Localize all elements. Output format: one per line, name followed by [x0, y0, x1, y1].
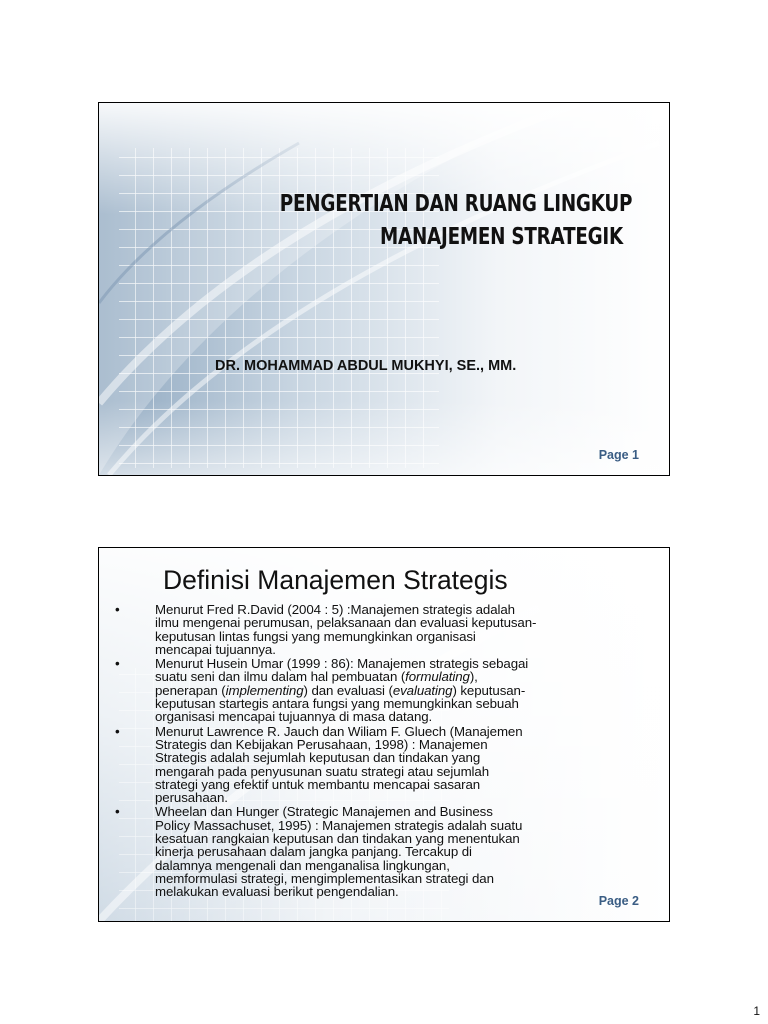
slide-background-art — [99, 103, 669, 475]
definition-line: keputusan startegis antara fungsi yang memungkinkan sebuah — [155, 696, 519, 712]
slide-1-title-line-1: PENGERTIAN DAN RUANG LINGKUP — [279, 189, 633, 217]
text-run: penerapan ( — [155, 682, 226, 698]
bullet-icon: • — [115, 602, 120, 617]
text-run: ), — [469, 669, 478, 685]
bullet-icon: • — [115, 723, 120, 739]
definition-line: Policy Massachuset, 1995) : Manajemen strategis adalah suatu — [155, 817, 523, 833]
definition-line: Menurut Husein Umar (1999 : 86): Manajemen strategis sebagai — [155, 656, 529, 672]
definition-line: keputusan lintas fungsi yang memungkinkan organisasi — [155, 628, 476, 644]
page-number: 1 — [753, 1004, 760, 1018]
slide-1-title-line-2: MANAJEMEN STRATEGIK — [379, 222, 623, 250]
definition-line: organisasi mencapai tujuannya di masa datang. — [155, 709, 433, 725]
definition-line: kinerja perusahaan dalam jangka panjang. Tercakup di — [155, 844, 472, 860]
text-run: ) keputusan- — [452, 682, 526, 698]
text-run: suatu seni dan ilmu dalam hal pembuatan ( — [155, 669, 406, 685]
definition-line: Menurut Lawrence R. Jauch dan Wiliam F. Gluech (Manajemen — [155, 723, 523, 739]
bullet-icon: • — [115, 656, 120, 672]
definition-line: dalamnya mengenali dan menganalisa lingkungan, — [155, 857, 450, 873]
definition-line: melakukan evaluasi berikut pengendalian. — [155, 884, 399, 900]
definition-line: mengarah pada penyusunan suatu strategi atau sejumlah — [155, 763, 490, 779]
slide-2 — [98, 547, 670, 922]
slide-1-author: DR. MOHAMMAD ABDUL MUKHYI, SE., MM. — [215, 358, 517, 374]
definition-item — [115, 725, 645, 805]
definition-line: Menurut Fred R.David (2004 : 5) :Manajemen strategis adalah — [155, 602, 515, 617]
slide-2-title: Definisi Manajemen Strategis — [163, 565, 508, 595]
emphasis-text: evaluating — [392, 682, 453, 698]
definition-line: strategi yang efektif untuk membantu mencapai sasaran — [155, 776, 481, 792]
bullet-icon: • — [115, 804, 120, 820]
definition-line: Strategis adalah sejumlah keputusan dan tindakan yang — [155, 750, 481, 766]
definition-item — [115, 805, 645, 898]
definition-item — [115, 657, 645, 723]
emphasis-text: formulating — [405, 669, 470, 685]
emphasis-text: implementing — [225, 682, 304, 698]
definition-line: mencapai tujuannya. — [155, 641, 276, 657]
text-run: ) dan evaluasi ( — [303, 682, 393, 698]
slide-1 — [98, 102, 670, 476]
definition-line: kesatuan rangkaian keputusan dan tindakan yang menentukan — [155, 831, 520, 847]
slide-2-page-label: Page 2 — [598, 894, 639, 908]
slide-1-page-label: Page 1 — [598, 448, 639, 462]
slide-1-title — [279, 187, 633, 253]
definition-list — [115, 603, 645, 900]
definition-line — [155, 670, 645, 683]
definition-line: Wheelan dan Hunger (Strategic Manajemen and Business — [155, 804, 493, 820]
definition-item — [115, 603, 645, 656]
definition-line — [155, 684, 645, 697]
definition-line: memformulasi strategi, mengimplementasikan strategi dan — [155, 870, 494, 886]
definition-line: ilmu mengenai perumusan, pelaksanaan dan evaluasi keputusan- — [155, 615, 537, 631]
definition-line: Strategis dan Kebijakan Perusahaan, 1998) : Manajemen — [155, 736, 488, 752]
definition-line: perusahaan. — [155, 790, 228, 806]
